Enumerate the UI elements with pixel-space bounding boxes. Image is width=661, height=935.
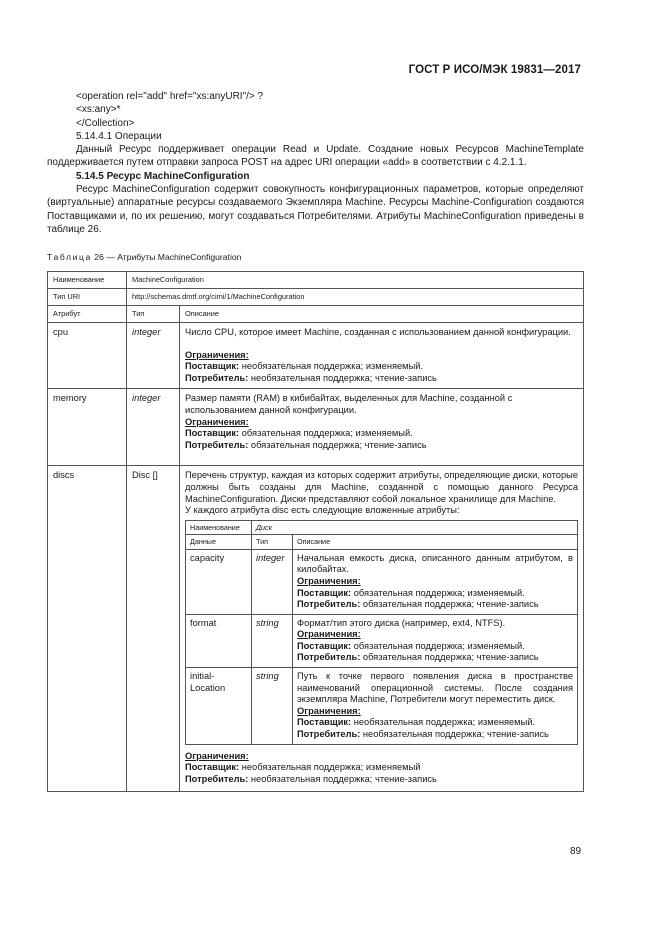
- description-text: Размер памяти (RAM) в кибибайтах, выделенных для Machine, созданной с использованием данной конфигурации.: [185, 393, 513, 415]
- table-row: [186, 549, 578, 614]
- constraints-label: Ограничения:: [185, 416, 249, 427]
- table-row: [48, 323, 584, 389]
- attribute-description: [180, 323, 584, 389]
- supplier-label: Поставщик:: [185, 762, 240, 773]
- table-cell: Тип URI: [48, 289, 127, 306]
- attribute-type: string: [252, 614, 293, 667]
- table-caption: [47, 252, 241, 262]
- consumer-line: [297, 652, 573, 664]
- consumer-label: Потребитель:: [185, 773, 249, 784]
- nested-disc-table: [185, 520, 578, 745]
- attribute-description: [293, 614, 578, 667]
- consumer-value: обязательная поддержка; чтение-запись: [248, 439, 427, 450]
- supplier-label: Поставщик:: [297, 640, 352, 651]
- consumer-label: Потребитель:: [297, 729, 361, 740]
- supplier-value: необязательная поддержка; изменяемый.: [239, 361, 424, 372]
- attribute-name: capacity: [186, 549, 252, 614]
- consumer-label: Потребитель:: [297, 652, 361, 663]
- consumer-value: необязательная поддержка; чтение-запись: [248, 773, 437, 784]
- attribute-description: [180, 466, 584, 792]
- attribute-type: integer: [252, 549, 293, 614]
- constraints-label: Ограничения:: [297, 629, 361, 640]
- attribute-description: [180, 389, 584, 466]
- consumer-label: Потребитель:: [185, 372, 249, 383]
- table-cell: MachineConfiguration: [127, 272, 584, 289]
- supplier-value: обязательная поддержка; изменяемый.: [239, 428, 413, 439]
- code-line: <operation rel="add" href="xs:anyURI"/> ?: [76, 91, 264, 102]
- document-header: ГОСТ Р ИСО/МЭК 19831—2017: [408, 64, 581, 76]
- consumer-label: Потребитель:: [185, 439, 249, 450]
- attribute-name: format: [186, 614, 252, 667]
- column-header: Данные: [186, 535, 252, 550]
- constraints-label: Ограничения:: [297, 705, 361, 716]
- supplier-label: Поставщик:: [297, 717, 352, 728]
- attribute-type: integer: [127, 323, 180, 389]
- description-text: Начальная емкость диска, описанного данным атрибутом, в килобайтах.: [297, 552, 573, 575]
- attribute-name: memory: [48, 389, 127, 466]
- consumer-line: [185, 440, 578, 452]
- consumer-label: Потребитель:: [297, 599, 361, 610]
- supplier-value: обязательная поддержка; изменяемый.: [351, 640, 525, 651]
- table-caption-text: 26 — Атрибуты MachineConfiguration: [91, 252, 242, 262]
- table-cell: http://schemas.dmtf.org/cimi/1/MachineConfiguration: [127, 289, 584, 306]
- supplier-value: необязательная поддержка; изменяемый.: [351, 717, 536, 728]
- consumer-line: [185, 774, 578, 786]
- constraints-label: Ограничения:: [297, 575, 361, 586]
- body-text: [47, 90, 584, 236]
- constraints-label: Ограничения:: [185, 750, 249, 761]
- attribute-description: [293, 549, 578, 614]
- description-text: Число CPU, которое имеет Machine, созданная с использованием данной конфигурации.: [185, 327, 571, 337]
- table-header-row: [186, 535, 578, 550]
- attribute-type: string: [252, 668, 293, 745]
- consumer-value: обязательная поддержка; чтение-запись: [360, 652, 539, 663]
- consumer-line: [297, 599, 573, 611]
- consumer-line: [297, 729, 573, 741]
- table-row: [186, 520, 578, 535]
- supplier-label: Поставщик:: [185, 428, 240, 439]
- table-header-row: [48, 306, 584, 323]
- constraints-label: Ограничения:: [185, 349, 249, 360]
- supplier-label: Поставщик:: [185, 361, 240, 372]
- consumer-value: необязательная поддержка; чтение-запись: [248, 372, 437, 383]
- column-header: Атрибут: [48, 306, 127, 323]
- code-line: </Collection>: [76, 117, 135, 129]
- supplier-line: [185, 428, 578, 440]
- table-row: [48, 272, 584, 289]
- consumer-line: [185, 373, 578, 385]
- description-text: Перечень структур, каждая из которых содержит атрибуты, определяющие диски, которые должны быть созданы для Machine, созданной с помощью данного Ресурса MachineConfiguration. Диски представляют собой локальное хранилище для Machine.: [185, 470, 578, 504]
- column-header: Тип: [252, 535, 293, 550]
- paragraph: Данный Ресурс поддерживает операции Read и Update. Создание новых Ресурсов MachineTemplate поддерживается путем отправки запроса POST на адрес URI операции «add» в соответствии с 4.2.1.1.: [47, 144, 584, 169]
- attribute-name: initial-Location: [186, 668, 252, 745]
- table-cell: Наименование: [186, 520, 252, 535]
- consumer-value: обязательная поддержка; чтение-запись: [360, 599, 539, 610]
- table-row: [48, 466, 584, 792]
- attribute-type: integer: [127, 389, 180, 466]
- column-header: Тип: [127, 306, 180, 323]
- consumer-value: необязательная поддержка; чтение-запись: [360, 729, 549, 740]
- table-cell: Диск: [252, 520, 578, 535]
- supplier-line: [185, 762, 578, 774]
- supplier-line: [297, 641, 573, 653]
- table-cell: Наименование: [48, 272, 127, 289]
- nested-intro: У каждого атрибута disc есть следующие вложенные атрибуты:: [185, 505, 460, 516]
- table-row: [186, 614, 578, 667]
- supplier-line: [297, 717, 573, 729]
- supplier-value: необязательная поддержка; изменяемый: [239, 762, 421, 773]
- supplier-line: [297, 588, 573, 600]
- supplier-line: [185, 361, 578, 373]
- description-text: Путь к точке первого появления диска в пространстве наименований операционной системы. После создания экземпляра Machine, Потребители могут переместить диск.: [297, 671, 573, 705]
- attribute-name: discs: [48, 466, 127, 792]
- attributes-table: [47, 271, 584, 792]
- attribute-name: cpu: [48, 323, 127, 389]
- paragraph: Ресурс MachineConfiguration содержит совокупность конфигурационных параметров, которые определяют (виртуальные) аппаратные ресурсы создаваемого Экземпляра Machine. Ресурсы Machine-Configuration создаются Поставщиками и, по их решению, могут создаваться Потребителями. Атрибуты MachineConfiguration приведены в таблице 26.: [47, 184, 584, 235]
- page-number: 89: [570, 846, 582, 857]
- section-title: 5.14.5 Ресурс MachineConfiguration: [76, 170, 250, 182]
- attribute-description: [293, 668, 578, 745]
- column-header: Описание: [293, 535, 578, 550]
- table-row: [186, 668, 578, 745]
- supplier-value: обязательная поддержка; изменяемый.: [351, 587, 525, 598]
- description-text: Формат/тип этого диска (например, ext4, NTFS).: [297, 617, 506, 628]
- section-heading: 5.14.4.1 Операции: [76, 130, 162, 142]
- supplier-label: Поставщик:: [297, 587, 352, 598]
- column-header: Описание: [180, 306, 584, 323]
- table-row: [48, 289, 584, 306]
- attribute-type: Disc []: [127, 466, 180, 792]
- table-row: [48, 389, 584, 466]
- table-caption-label: Таблица: [47, 252, 92, 262]
- code-line: <xs:any>*: [76, 104, 121, 116]
